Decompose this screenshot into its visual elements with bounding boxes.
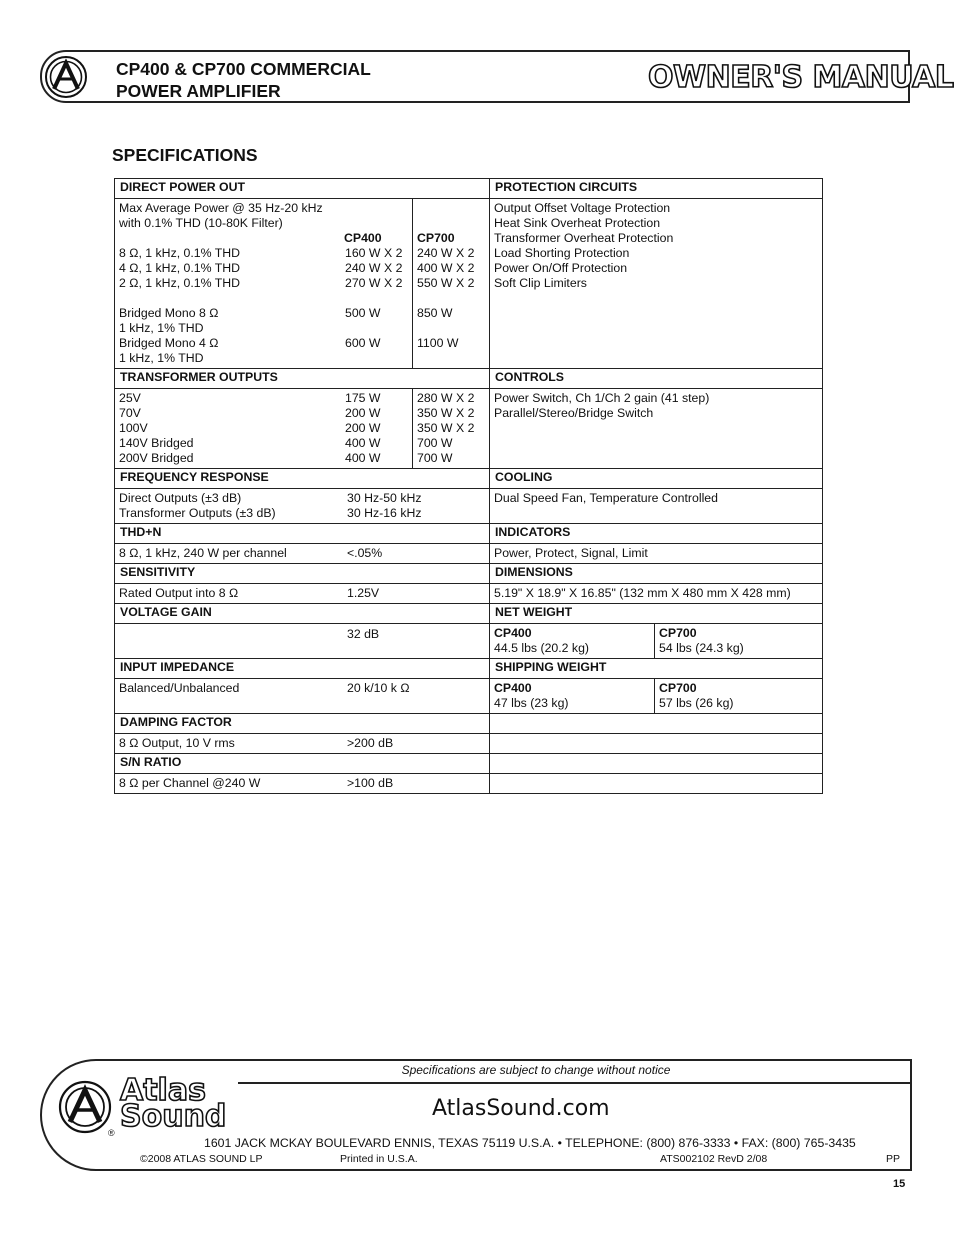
section-heading: CONTROLS [490,369,823,389]
list-item: Transformer Outputs (±3 dB) 30 Hz-16 kHz [119,506,422,520]
atlas-logo-icon [44,55,88,99]
transformer-outputs-labels [115,389,413,469]
atlas-logo-icon [58,1080,112,1134]
printed-in: Printed in U.S.A. [340,1153,418,1165]
direct-power-labels [115,199,413,369]
section-heading: DIMENSIONS [490,564,823,584]
thd-value: 8 Ω, 1 kHz, 240 W per channel <.05% [115,544,490,564]
indicators-value: Power, Protect, Signal, Limit [490,544,823,564]
registered-mark: ® [108,1128,115,1138]
section-heading: DAMPING FACTOR [115,714,490,734]
list-item: 100V 200 W [119,421,381,435]
table-row [115,584,823,604]
section-heading: SHIPPING WEIGHT [490,659,823,679]
list-item: 240 W X 2 [417,246,475,260]
cooling-value: Dual Speed Fan, Temperature Controlled [490,489,823,524]
document-title [116,58,371,102]
list-item: 8 Ω, 1 kHz, 0.1% THD 160 W X 2 [119,246,403,260]
voltage-gain-value: 32 dB [115,624,490,659]
document-number: ATS002102 RevD 2/08 [660,1153,768,1165]
change-notice: Specifications are subject to change without notice [401,1063,671,1077]
section-heading: INDICATORS [490,524,823,544]
list-item: Power Switch, Ch 1/Ch 2 gain (41 step) [494,391,710,405]
website-link[interactable]: AtlasSound.com [432,1096,610,1121]
list-item: 550 W X 2 [417,276,475,290]
list-item: 140V Bridged 400 W [119,436,381,450]
dimensions-value: 5.19" X 18.9" X 16.85" (132 mm X 480 mm X 428 mm) [490,584,823,604]
section-heading: SENSITIVITY [115,564,490,584]
protection-circuits-list [490,199,823,369]
damping-factor-value: 8 Ω Output, 10 V rms >200 dB [115,734,490,754]
list-item: 400 W X 2 [417,261,475,275]
table-row [115,604,823,624]
sn-ratio-value: 8 Ω per Channel @240 W >100 dB [115,774,490,794]
table-row [115,564,823,584]
section-heading: INPUT IMPEDANCE [115,659,490,679]
table-row [115,659,823,679]
table-row [115,734,823,754]
list-item: Heat Sink Overheat Protection [494,216,661,230]
title-line-2: POWER AMPLIFIER [116,81,281,101]
section-heading: S/N RATIO [115,754,490,774]
table-row [115,754,823,774]
specifications-heading: SPECIFICATIONS [112,145,258,165]
atlas-sound-wordmark: Atlas Sound [120,1073,227,1134]
page-number: 15 [893,1178,906,1190]
list-item: 2 Ω, 1 kHz, 0.1% THD 270 W X 2 [119,276,403,290]
section-heading: THD+N [115,524,490,544]
title-line-1: CP400 & CP700 COMMERCIAL [116,59,371,79]
column-header-cp700: CP700 [417,231,455,245]
table-row [115,199,823,369]
initials: PP [886,1153,901,1165]
section-heading: VOLTAGE GAIN [115,604,490,624]
list-item: 280 W X 2 [417,391,475,405]
list-item: Direct Outputs (±3 dB) 30 Hz-50 kHz [119,491,422,505]
section-heading: COOLING [490,469,823,489]
empty-cell [490,714,823,734]
section-heading: DIRECT POWER OUT [115,179,490,199]
list-item: 850 W [417,306,453,320]
copyright: ©2008 ATLAS SOUND LP [140,1153,263,1165]
section-heading: NET WEIGHT [490,604,823,624]
table-row [115,679,823,714]
list-item: 25V 175 W [119,391,381,405]
list-item: Transformer Overheat Protection [494,231,674,245]
manual-title: OWNER'S MANUAL [648,60,954,95]
list-item: 350 W X 2 [417,406,475,420]
list-item: 350 W X 2 [417,421,475,435]
list-item: Load Shorting Protection [494,246,630,260]
list-item: 700 W [417,436,453,450]
section-heading: FREQUENCY RESPONSE [115,469,490,489]
table-row [115,369,823,389]
list-item: Bridged Mono 4 Ω 600 W [119,336,381,350]
list-item: 70V 200 W [119,406,381,420]
list-item: Soft Clip Limiters [494,276,587,290]
list-item: Parallel/Stereo/Bridge Switch [494,406,654,420]
shipping-weight-cp400: CP400 47 lbs (23 kg) [490,679,655,714]
table-row [115,774,823,794]
net-weight-cp700: CP700 54 lbs (24.3 kg) [655,624,823,659]
shipping-weight-cp700: CP700 57 lbs (26 kg) [655,679,823,714]
list-item: with 0.1% THD (10-80K Filter) [119,216,283,230]
input-impedance-value: Balanced/Unbalanced 20 k/10 k Ω [115,679,490,714]
controls-list [490,389,823,469]
cp700-column [413,199,490,369]
sensitivity-value: Rated Output into 8 Ω 1.25V [115,584,490,604]
cp700-column [413,389,490,469]
net-weight-cp400: CP400 44.5 lbs (20.2 kg) [490,624,655,659]
list-item: Output Offset Voltage Protection [494,201,671,215]
table-row [115,524,823,544]
company-address: 1601 JACK MCKAY BOULEVARD ENNIS, TEXAS 75119 U.S.A. • TELEPHONE: (800) 876-3333 • FAX: (800) 765-3435 [204,1136,856,1150]
table-row [115,624,823,659]
list-item: 4 Ω, 1 kHz, 0.1% THD 240 W X 2 [119,261,403,275]
table-row [115,469,823,489]
list-item: 700 W [417,451,453,465]
empty-cell [490,754,823,774]
table-row [115,489,823,524]
list-item: 1100 W [417,336,459,350]
frequency-response-values [115,489,490,524]
list-item: 200V Bridged 400 W [119,451,381,465]
list-item: 1 kHz, 1% THD [119,351,204,365]
specifications-table [114,178,823,794]
table-row [115,179,823,199]
empty-cell [490,734,823,754]
list-item: Power On/Off Protection [494,261,628,275]
table-row [115,714,823,734]
footer-divider [238,1082,912,1084]
table-row [115,544,823,564]
empty-cell [490,774,823,794]
section-heading: TRANSFORMER OUTPUTS [115,369,490,389]
list-item: Max Average Power @ 35 Hz-20 kHz [119,201,323,215]
section-heading: PROTECTION CIRCUITS [490,179,823,199]
list-item: 1 kHz, 1% THD [119,321,204,335]
column-header-cp400: CP400 [344,231,382,245]
list-item: Bridged Mono 8 Ω 500 W [119,306,381,320]
table-row [115,389,823,469]
